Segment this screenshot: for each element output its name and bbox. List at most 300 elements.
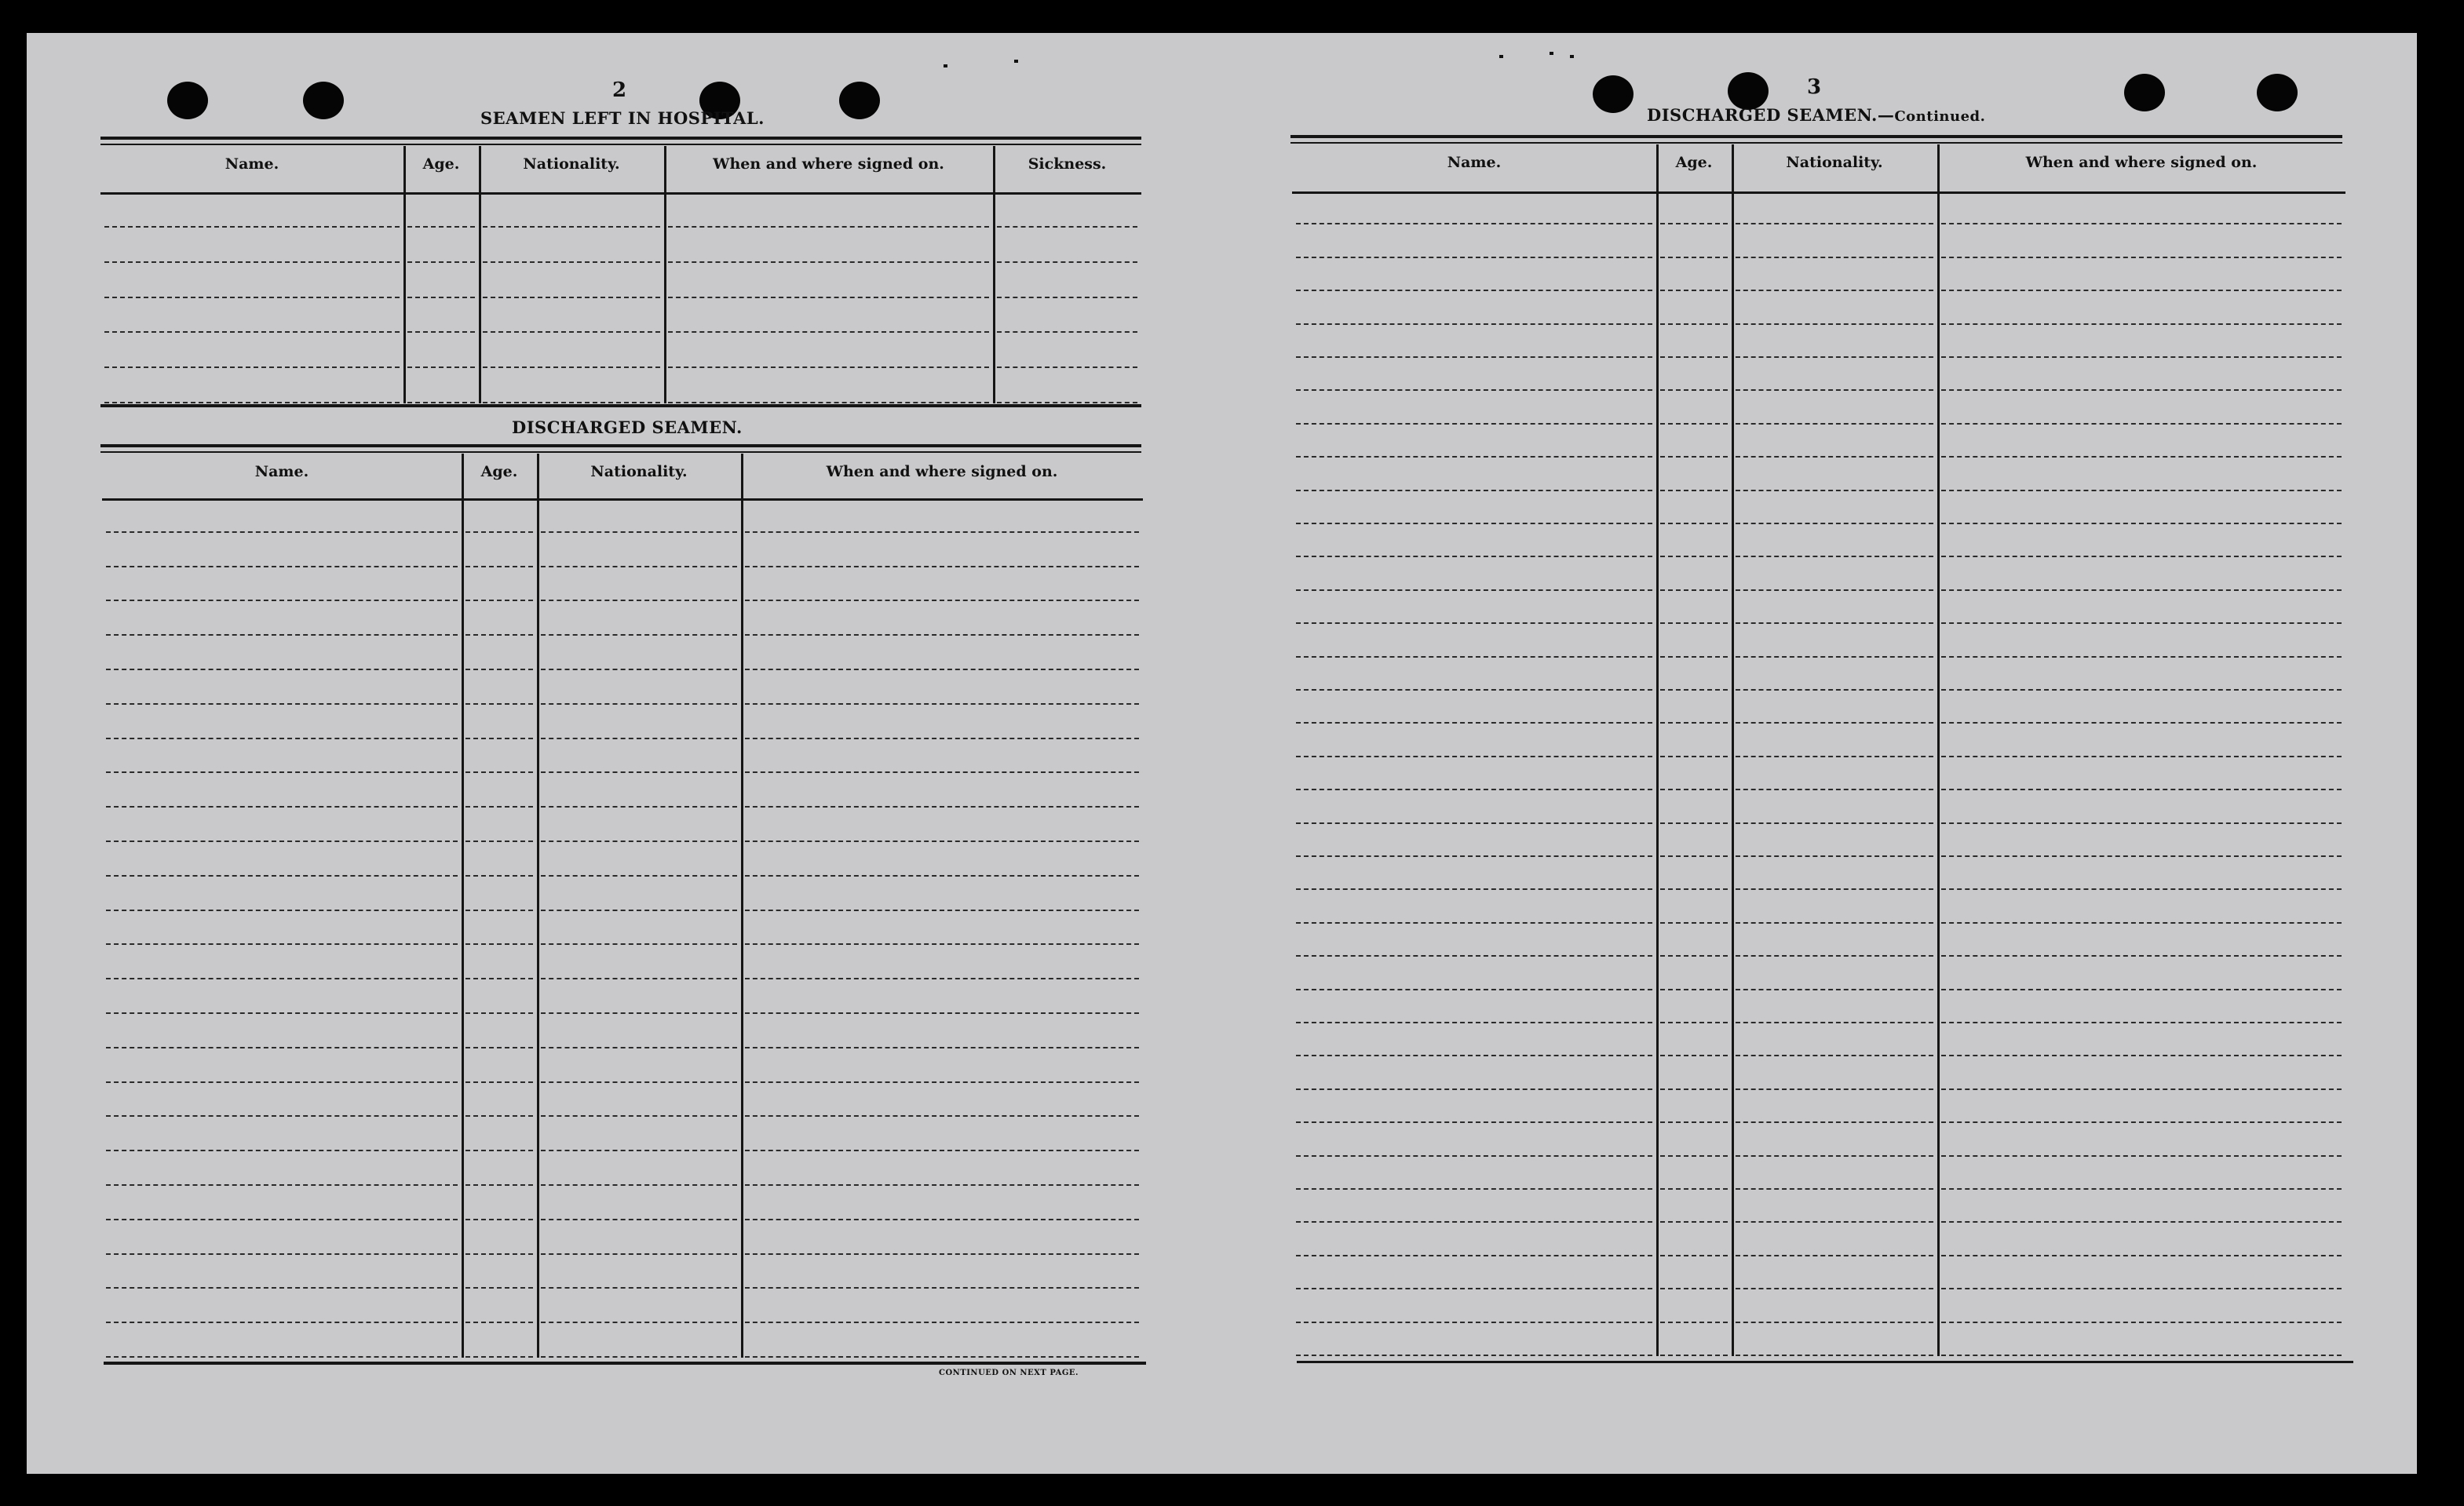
entry-line: [1941, 722, 2342, 724]
entry-line: [1660, 1022, 1728, 1023]
column-header-name: Name.: [254, 463, 309, 480]
entry-line: [1296, 1322, 1652, 1323]
page-number: 2: [612, 78, 627, 102]
entry-line: [541, 1184, 737, 1186]
entry-line: [1660, 1255, 1728, 1256]
entry-line: [106, 1115, 458, 1117]
entry-line: [106, 1356, 458, 1358]
entry-line: [1660, 922, 1728, 924]
entry-line: [1660, 756, 1728, 757]
entry-line: [106, 1322, 458, 1323]
entry-line: [1941, 756, 2342, 757]
divider: [100, 404, 1141, 407]
entry-line: [465, 669, 533, 670]
entry-line: [1660, 389, 1728, 391]
entry-line: [541, 1287, 737, 1289]
header-underline: [102, 498, 1143, 501]
entry-line: [541, 771, 737, 773]
entry-line: [106, 1012, 458, 1014]
entry-line: [465, 1115, 533, 1117]
divider: [100, 444, 1141, 447]
entry-line: [465, 910, 533, 911]
entry-line: [1660, 1088, 1728, 1090]
entry-line: [745, 1356, 1139, 1358]
entry-line: [745, 875, 1139, 877]
ink-speck: [1550, 52, 1553, 55]
entry-line: [541, 738, 737, 739]
entry-line: [106, 910, 458, 911]
entry-line: [465, 841, 533, 842]
entry-line: [106, 1219, 458, 1220]
divider: [104, 1362, 1146, 1365]
entry-line: [1941, 323, 2342, 325]
entry-line: [1296, 722, 1652, 724]
entry-line: [745, 669, 1139, 670]
entry-line: [1941, 556, 2342, 557]
entry-line: [1660, 989, 1728, 990]
entry-line: [1660, 789, 1728, 790]
entry-line: [1660, 689, 1728, 691]
entry-line: [745, 531, 1139, 533]
entry-line: [745, 1219, 1139, 1220]
entry-line: [541, 600, 737, 601]
entry-line: [483, 261, 660, 263]
entry-line: [1660, 356, 1728, 358]
entry-line: [1660, 955, 1728, 957]
entry-line: [745, 943, 1139, 945]
entry-line: [465, 634, 533, 636]
entry-line: [1941, 523, 2342, 524]
entry-line: [1660, 822, 1728, 824]
discharged-section-title: DISCHARGED SEAMEN.: [512, 418, 743, 437]
entry-line: [1941, 1322, 2342, 1323]
entry-line: [1296, 955, 1652, 957]
entry-line: [1941, 888, 2342, 890]
entry-line: [1660, 1121, 1728, 1123]
column-header-name: Name.: [224, 155, 279, 173]
column-rule: [462, 454, 464, 1358]
entry-line: [106, 531, 458, 533]
entry-line: [483, 297, 660, 298]
continued-footer: CONTINUED ON NEXT PAGE.: [939, 1369, 1079, 1377]
column-rule: [741, 454, 743, 1358]
entry-line: [407, 261, 475, 263]
entry-line: [106, 1047, 458, 1048]
entry-line: [465, 1012, 533, 1014]
punch-hole: [2257, 74, 2298, 111]
entry-line: [541, 943, 737, 945]
entry-line: [745, 703, 1139, 705]
entry-line: [1660, 1055, 1728, 1056]
entry-line: [106, 738, 458, 739]
entry-line: [106, 566, 458, 567]
entry-line: [1660, 423, 1728, 425]
entry-line: [1296, 888, 1652, 890]
entry-line: [1660, 1322, 1728, 1323]
entry-line: [1736, 1055, 1933, 1056]
entry-line: [745, 1184, 1139, 1186]
entry-line: [106, 771, 458, 773]
entry-line: [1296, 423, 1652, 425]
entry-line: [1296, 257, 1652, 258]
entry-line: [407, 297, 475, 298]
entry-line: [1736, 257, 1933, 258]
entry-line: [1736, 789, 1933, 790]
entry-line: [1660, 622, 1728, 624]
entry-line: [1941, 589, 2342, 591]
column-rule: [537, 454, 539, 1358]
column-rule: [1732, 144, 1734, 1356]
divider: [100, 137, 1141, 140]
column-header-age: Age.: [422, 155, 460, 173]
entry-line: [1296, 1288, 1652, 1289]
entry-line: [106, 806, 458, 808]
entry-line: [1941, 1221, 2342, 1223]
entry-line: [465, 1356, 533, 1358]
entry-line: [1660, 1355, 1728, 1356]
entry-line: [1736, 1355, 1933, 1356]
entry-line: [465, 703, 533, 705]
entry-line: [1660, 556, 1728, 557]
entry-line: [1941, 822, 2342, 824]
entry-line: [745, 1253, 1139, 1255]
entry-line: [1736, 456, 1933, 458]
divider: [100, 144, 1141, 145]
header-underline: [100, 192, 1141, 195]
entry-line: [541, 566, 737, 567]
entry-line: [1736, 223, 1933, 224]
hospital-section-title: SEAMEN LEFT IN HOSPITAL.: [480, 108, 765, 128]
entry-line: [1660, 722, 1728, 724]
entry-line: [745, 1287, 1139, 1289]
entry-line: [465, 1150, 533, 1151]
entry-line: [541, 1322, 737, 1323]
ink-speck: [1499, 55, 1503, 58]
entry-line: [106, 841, 458, 842]
entry-line: [997, 331, 1137, 333]
entry-line: [1660, 855, 1728, 857]
entry-line: [465, 978, 533, 979]
entry-line: [483, 402, 660, 403]
entry-line: [465, 1219, 533, 1220]
entry-line: [1660, 290, 1728, 291]
entry-line: [483, 226, 660, 228]
entry-line: [1941, 257, 2342, 258]
entry-line: [104, 261, 400, 263]
column-rule: [993, 146, 995, 403]
entry-line: [465, 738, 533, 739]
entry-line: [1736, 689, 1933, 691]
entry-line: [1296, 855, 1652, 857]
entry-line: [1736, 1088, 1933, 1090]
entry-line: [745, 1150, 1139, 1151]
entry-line: [1296, 1022, 1652, 1023]
column-header-name: Name.: [1447, 154, 1502, 171]
entry-line: [465, 1184, 533, 1186]
entry-line: [465, 1047, 533, 1048]
entry-line: [745, 1081, 1139, 1083]
entry-line: [104, 402, 400, 403]
entry-line: [1736, 656, 1933, 658]
entry-line: [106, 978, 458, 979]
entry-line: [1941, 1255, 2342, 1256]
divider: [1297, 1361, 2353, 1363]
entry-line: [997, 261, 1137, 263]
entry-line: [106, 943, 458, 945]
entry-line: [465, 875, 533, 877]
entry-line: [1736, 1022, 1933, 1023]
entry-line: [745, 600, 1139, 601]
entry-line: [1660, 656, 1728, 658]
entry-line: [1296, 356, 1652, 358]
entry-line: [106, 875, 458, 877]
entry-line: [1941, 855, 2342, 857]
entry-line: [483, 331, 660, 333]
column-header-nationality: Nationality.: [1786, 154, 1883, 171]
entry-line: [541, 1219, 737, 1220]
entry-line: [541, 1356, 737, 1358]
entry-line: [1941, 1155, 2342, 1157]
entry-line: [745, 1047, 1139, 1048]
entry-line: [1736, 523, 1933, 524]
entry-line: [106, 1081, 458, 1083]
column-header-age: Age.: [480, 463, 518, 480]
entry-line: [104, 226, 400, 228]
title-continued: Continued.: [1894, 108, 1986, 125]
entry-line: [1296, 756, 1652, 757]
entry-line: [1736, 389, 1933, 391]
continued-section-title: [1647, 105, 1985, 125]
entry-line: [465, 1322, 533, 1323]
entry-line: [541, 841, 737, 842]
entry-line: [668, 297, 989, 298]
entry-line: [1736, 556, 1933, 557]
page-number: 3: [1807, 75, 1822, 99]
entry-line: [1296, 656, 1652, 658]
entry-line: [745, 566, 1139, 567]
entry-line: [1736, 323, 1933, 325]
entry-line: [541, 1150, 737, 1151]
entry-line: [745, 634, 1139, 636]
column-header-when-and-where-signed-on: When and where signed on.: [2025, 154, 2258, 171]
entry-line: [1296, 922, 1652, 924]
entry-line: [1736, 822, 1933, 824]
entry-line: [1736, 622, 1933, 624]
entry-line: [1296, 290, 1652, 291]
entry-line: [1941, 622, 2342, 624]
entry-line: [1660, 589, 1728, 591]
entry-line: [1660, 1188, 1728, 1190]
entry-line: [465, 771, 533, 773]
entry-line: [1296, 323, 1652, 325]
entry-line: [1941, 1288, 2342, 1289]
entry-line: [1736, 589, 1933, 591]
entry-line: [1736, 756, 1933, 757]
entry-line: [407, 331, 475, 333]
column-header-sickness: Sickness.: [1028, 155, 1107, 173]
entry-line: [541, 703, 737, 705]
entry-line: [1296, 822, 1652, 824]
entry-line: [745, 1115, 1139, 1117]
entry-line: [1296, 223, 1652, 224]
entry-line: [1736, 423, 1933, 425]
entry-line: [1296, 523, 1652, 524]
column-rule: [1937, 144, 1940, 1356]
entry-line: [1941, 1055, 2342, 1056]
entry-line: [1296, 456, 1652, 458]
entry-line: [745, 910, 1139, 911]
entry-line: [1660, 456, 1728, 458]
entry-line: [1941, 490, 2342, 491]
column-header-nationality: Nationality.: [523, 155, 620, 173]
entry-line: [465, 1287, 533, 1289]
entry-line: [1736, 1155, 1933, 1157]
entry-line: [106, 1253, 458, 1255]
entry-line: [745, 978, 1139, 979]
entry-line: [745, 771, 1139, 773]
entry-line: [1296, 1055, 1652, 1056]
entry-line: [1736, 989, 1933, 990]
entry-line: [1941, 290, 2342, 291]
entry-line: [1296, 1255, 1652, 1256]
entry-line: [1736, 356, 1933, 358]
entry-line: [1941, 456, 2342, 458]
entry-line: [1296, 989, 1652, 990]
entry-line: [1736, 922, 1933, 924]
entry-line: [541, 634, 737, 636]
entry-line: [541, 806, 737, 808]
entry-line: [1296, 1188, 1652, 1190]
column-rule: [403, 146, 406, 403]
entry-line: [465, 600, 533, 601]
punch-hole: [1728, 72, 1769, 110]
entry-line: [1941, 789, 2342, 790]
entry-line: [106, 1184, 458, 1186]
entry-line: [541, 910, 737, 911]
entry-line: [1941, 1355, 2342, 1356]
column-rule: [479, 146, 481, 403]
entry-line: [668, 402, 989, 403]
entry-line: [1736, 1121, 1933, 1123]
punch-hole: [167, 82, 208, 119]
entry-line: [1941, 922, 2342, 924]
entry-line: [1296, 689, 1652, 691]
entry-line: [745, 1012, 1139, 1014]
entry-line: [104, 366, 400, 368]
entry-line: [541, 1047, 737, 1048]
entry-line: [104, 331, 400, 333]
entry-line: [465, 531, 533, 533]
entry-line: [106, 703, 458, 705]
entry-line: [1296, 1121, 1652, 1123]
column-header-when-and-where-signed-on: When and where signed on.: [713, 155, 944, 173]
entry-line: [104, 297, 400, 298]
entry-line: [106, 634, 458, 636]
entry-line: [465, 806, 533, 808]
entry-line: [407, 402, 475, 403]
entry-line: [1941, 1088, 2342, 1090]
entry-line: [1941, 223, 2342, 224]
entry-line: [745, 841, 1139, 842]
entry-line: [1660, 490, 1728, 491]
title-main: DISCHARGED SEAMEN.—: [1647, 105, 1895, 125]
entry-line: [1736, 722, 1933, 724]
column-header-when-and-where-signed-on: When and where signed on.: [826, 463, 1058, 480]
entry-line: [407, 366, 475, 368]
entry-line: [465, 1253, 533, 1255]
entry-line: [465, 1081, 533, 1083]
column-header-nationality: Nationality.: [590, 463, 688, 480]
entry-line: [1736, 955, 1933, 957]
entry-line: [1296, 389, 1652, 391]
entry-line: [465, 566, 533, 567]
column-rule: [664, 146, 666, 403]
entry-line: [1736, 1221, 1933, 1223]
entry-line: [1941, 423, 2342, 425]
document-sheet: [27, 33, 2417, 1474]
entry-line: [1296, 1155, 1652, 1157]
ink-speck: [944, 64, 947, 67]
entry-line: [745, 806, 1139, 808]
entry-line: [745, 738, 1139, 739]
punch-hole: [303, 82, 344, 119]
entry-line: [541, 1253, 737, 1255]
entry-line: [745, 1322, 1139, 1323]
entry-line: [1660, 1155, 1728, 1157]
entry-line: [1660, 523, 1728, 524]
divider: [100, 451, 1141, 453]
punch-hole: [1593, 75, 1634, 113]
entry-line: [541, 978, 737, 979]
header-underline: [1292, 191, 2345, 194]
entry-line: [541, 669, 737, 670]
column-header-age: Age.: [1675, 154, 1713, 171]
punch-hole: [839, 82, 880, 119]
entry-line: [1660, 1288, 1728, 1289]
entry-line: [1296, 556, 1652, 557]
entry-line: [668, 331, 989, 333]
entry-line: [1941, 689, 2342, 691]
entry-line: [1296, 589, 1652, 591]
entry-line: [541, 531, 737, 533]
entry-line: [1736, 290, 1933, 291]
entry-line: [1660, 323, 1728, 325]
entry-line: [483, 366, 660, 368]
entry-line: [106, 1287, 458, 1289]
entry-line: [1941, 955, 2342, 957]
entry-line: [1660, 888, 1728, 890]
entry-line: [997, 366, 1137, 368]
entry-line: [1660, 257, 1728, 258]
entry-line: [1296, 789, 1652, 790]
entry-line: [1736, 1188, 1933, 1190]
entry-line: [1736, 490, 1933, 491]
entry-line: [1736, 1288, 1933, 1289]
entry-line: [1296, 490, 1652, 491]
entry-line: [541, 1115, 737, 1117]
entry-line: [1941, 356, 2342, 358]
entry-line: [465, 943, 533, 945]
entry-line: [541, 1081, 737, 1083]
entry-line: [668, 261, 989, 263]
punch-hole: [2124, 74, 2165, 111]
entry-line: [997, 226, 1137, 228]
entry-line: [1941, 1022, 2342, 1023]
column-rule: [1656, 144, 1659, 1356]
entry-line: [1296, 622, 1652, 624]
entry-line: [1941, 1121, 2342, 1123]
entry-line: [1660, 223, 1728, 224]
